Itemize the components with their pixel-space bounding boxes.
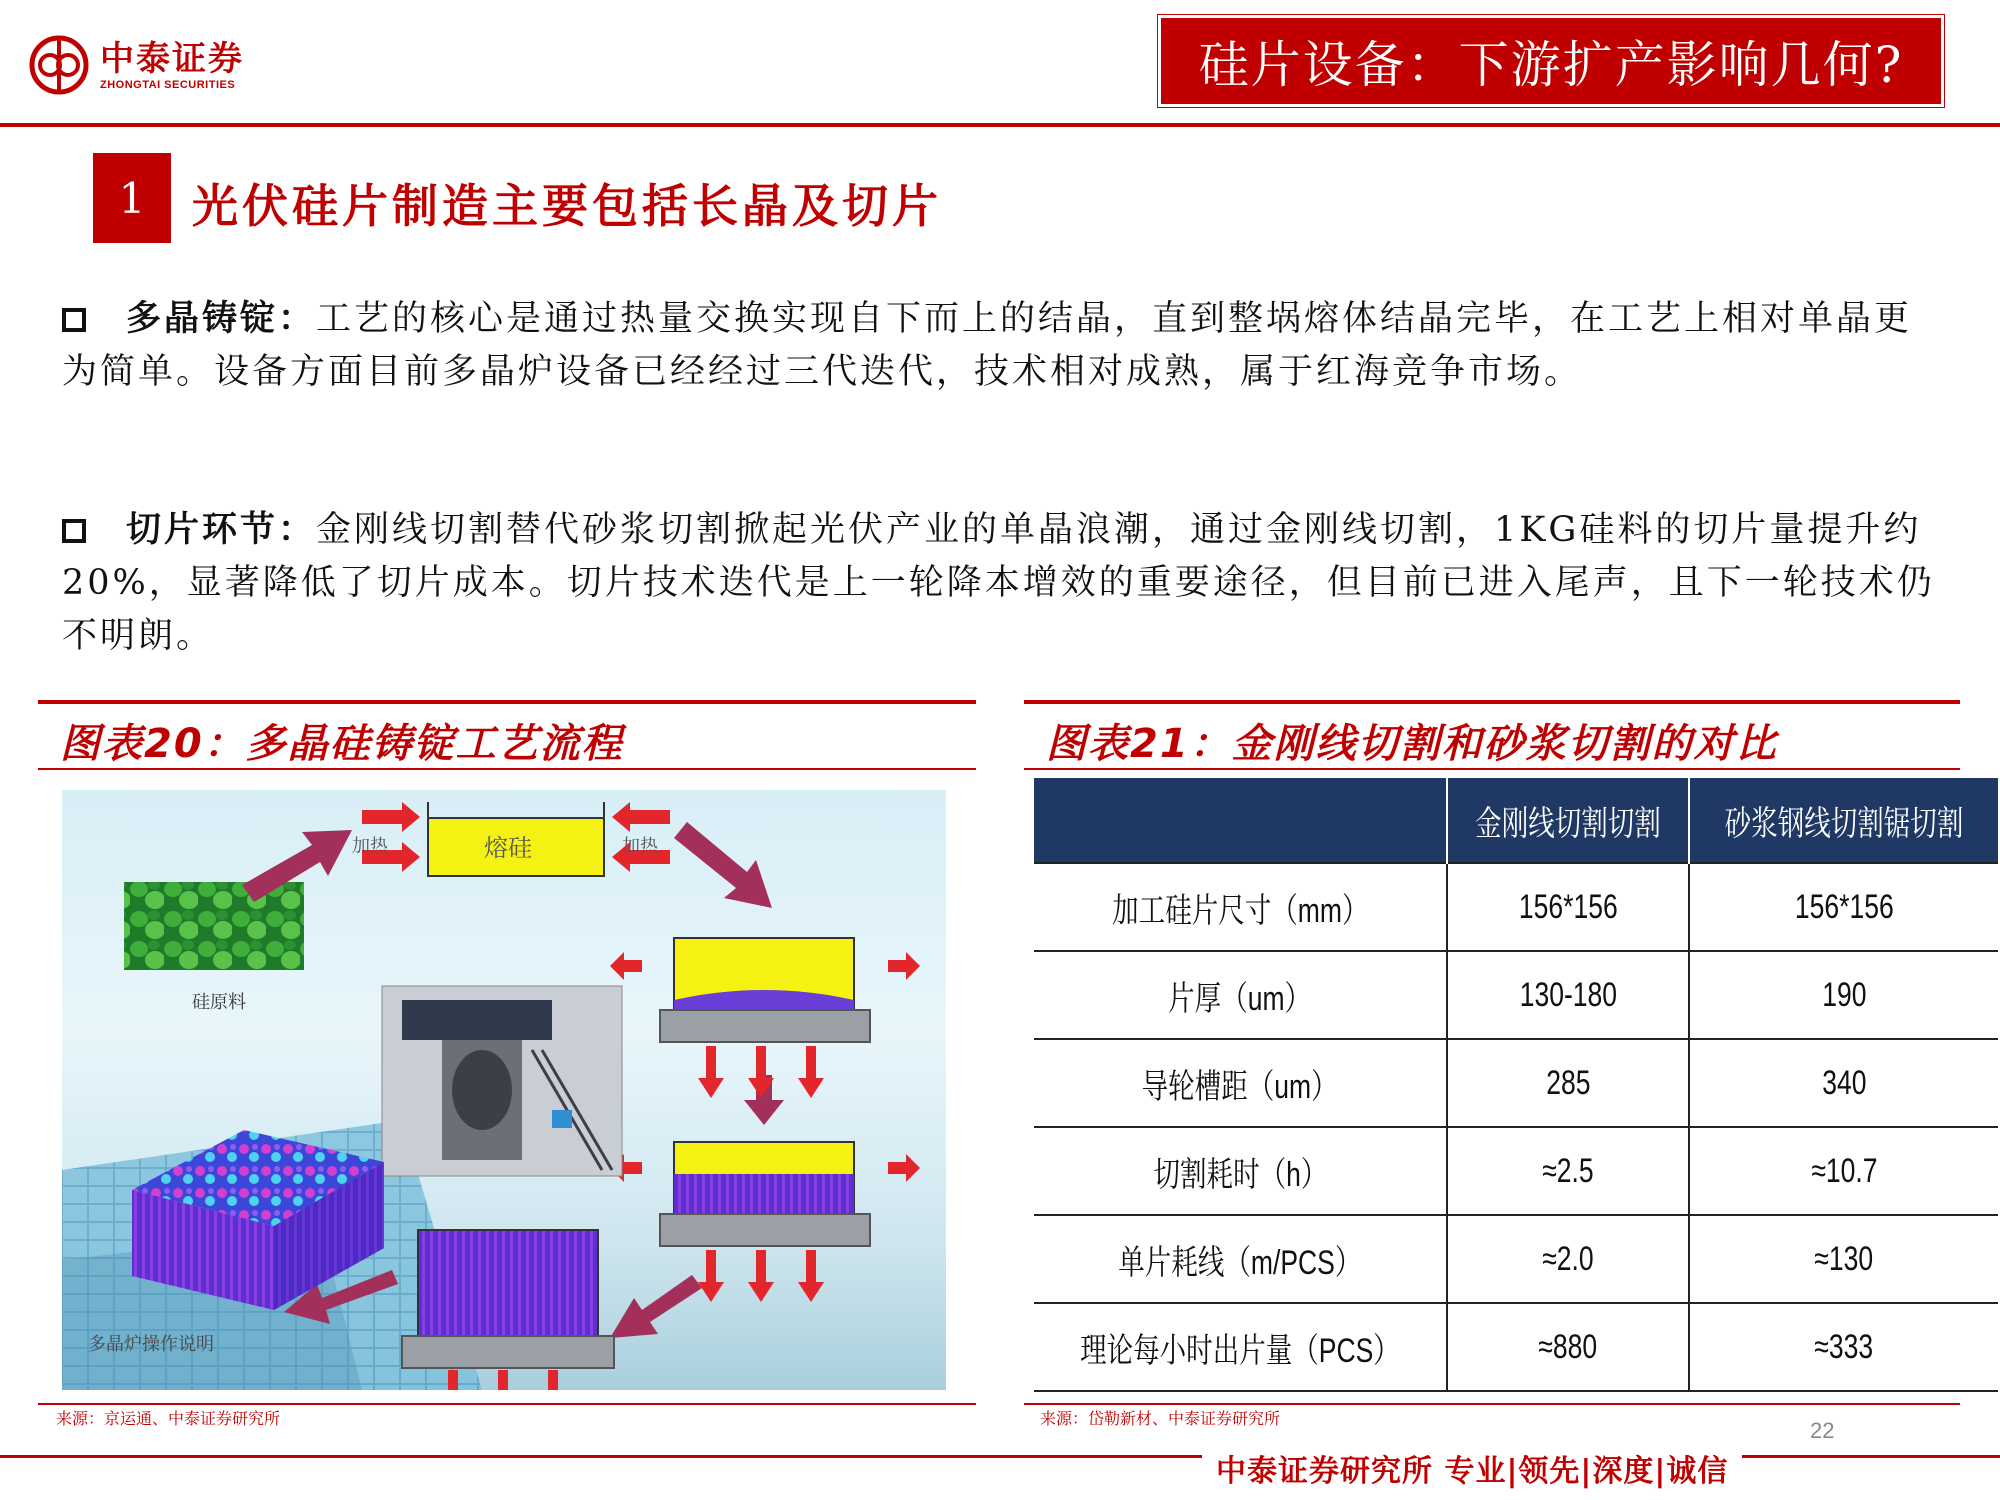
company-logo — [28, 30, 288, 100]
table-header-cell: 金刚线切割切割 — [1447, 778, 1689, 863]
figure20-heading — [38, 700, 976, 770]
table-cell: 130-180 — [1447, 951, 1689, 1039]
figure20-source-divider — [38, 1403, 976, 1405]
table-row — [1034, 863, 1998, 951]
figure20-title: 图表20：多晶硅铸锭工艺流程 — [60, 721, 624, 767]
table-cell: 285 — [1447, 1039, 1689, 1127]
table-cell: ≈2.5 — [1447, 1127, 1689, 1215]
square-bullet-icon — [62, 519, 86, 543]
section-title: 光伏硅片制造主要包括长晶及切片 — [192, 179, 942, 233]
zhongtai-logo-icon — [28, 34, 90, 96]
logo-name-en: ZHONGTAI SECURITIES — [100, 79, 236, 91]
paragraph-slicing — [62, 503, 1942, 663]
diagram-caption: 多晶炉操作说明 — [88, 1334, 214, 1355]
table-row — [1034, 1127, 1998, 1215]
table-cell: ≈333 — [1689, 1303, 1998, 1391]
table-cell: ≈10.7 — [1689, 1127, 1998, 1215]
raw-silicon-label: 硅原料 — [192, 992, 246, 1013]
page-number: 22 — [1810, 1418, 1835, 1443]
paragraph-text: 工艺的核心是通过热量交换实现自下而上的结晶，直到整埚熔体结晶完毕，在工艺上相对单晶更为简单。设备方面目前多晶炉设备已经经过三代迭代，技术相对成熟，属于红海竞争市场。 — [62, 299, 1913, 392]
molten-silicon-label: 熔硅 — [484, 834, 532, 862]
figure21-title: 图表21：金刚线切割和砂浆切割的对比 — [1046, 721, 1778, 767]
cutting-comparison-table — [1034, 778, 1998, 1392]
table-cell: 理论每小时出片量（PCS） — [1034, 1303, 1447, 1391]
footer-slogan: 中泰证券研究所 专业|领先|深度|诚信 — [1202, 1446, 1742, 1490]
heat-label-left: 加热 — [352, 836, 388, 857]
paragraph-lead: 多晶铸锭： — [126, 298, 317, 339]
figure21-source-divider — [1024, 1403, 1960, 1405]
slide-title: 硅片设备：下游扩产影响几何? — [1158, 15, 1944, 107]
heat-label-right: 加热 — [622, 836, 658, 857]
paragraph-text: 金刚线切割替代砂浆切割掀起光伏产业的单晶浪潮，通过金刚线切割，1KG硅料的切片量提升约20%，显著降低了切片成本。切片技术迭代是上一轮降本增效的重要途径，但目前已进入尾声，且下一轮技术仍不明朗。 — [62, 510, 1935, 656]
table-cell: 340 — [1689, 1039, 1998, 1127]
figure21-heading — [1024, 700, 1960, 770]
process-diagram-svg — [62, 790, 946, 1390]
table-cell: 156*156 — [1447, 863, 1689, 951]
table-header-row — [1034, 778, 1998, 863]
table-cell: ≈880 — [1447, 1303, 1689, 1391]
table-cell: 190 — [1689, 951, 1998, 1039]
figure20-source: 来源：京运通、中泰证券研究所 — [56, 1409, 281, 1428]
ingot-process-diagram — [62, 790, 946, 1390]
table-row — [1034, 1215, 1998, 1303]
table-cell: 加工硅片尺寸（mm） — [1034, 863, 1447, 951]
paragraph-lead: 切片环节： — [126, 509, 317, 550]
paragraph-ingot — [62, 292, 1942, 399]
table-cell: 导轮槽距（um） — [1034, 1039, 1447, 1127]
table-row — [1034, 951, 1998, 1039]
table-cell: ≈2.0 — [1447, 1215, 1689, 1303]
table-header-cell: 砂浆钢线切割锯切割 — [1689, 778, 1998, 863]
section-number: 1 — [93, 153, 171, 243]
table-cell: 156*156 — [1689, 863, 1998, 951]
table-row — [1034, 1303, 1998, 1391]
table-row — [1034, 1039, 1998, 1127]
header-divider — [0, 123, 2000, 127]
table-cell: 片厚（um） — [1034, 951, 1447, 1039]
raw-silicon-image — [124, 882, 304, 970]
table-cell: 切割耗时（h） — [1034, 1127, 1447, 1215]
logo-name-cn: 中泰证券 — [100, 39, 244, 79]
table-cell: 单片耗线（m/PCS） — [1034, 1215, 1447, 1303]
table-cell: ≈130 — [1689, 1215, 1998, 1303]
table-header-cell — [1034, 778, 1447, 863]
square-bullet-icon — [62, 308, 86, 332]
figure21-source: 来源：岱勒新材、中泰证券研究所 — [1040, 1409, 1281, 1428]
